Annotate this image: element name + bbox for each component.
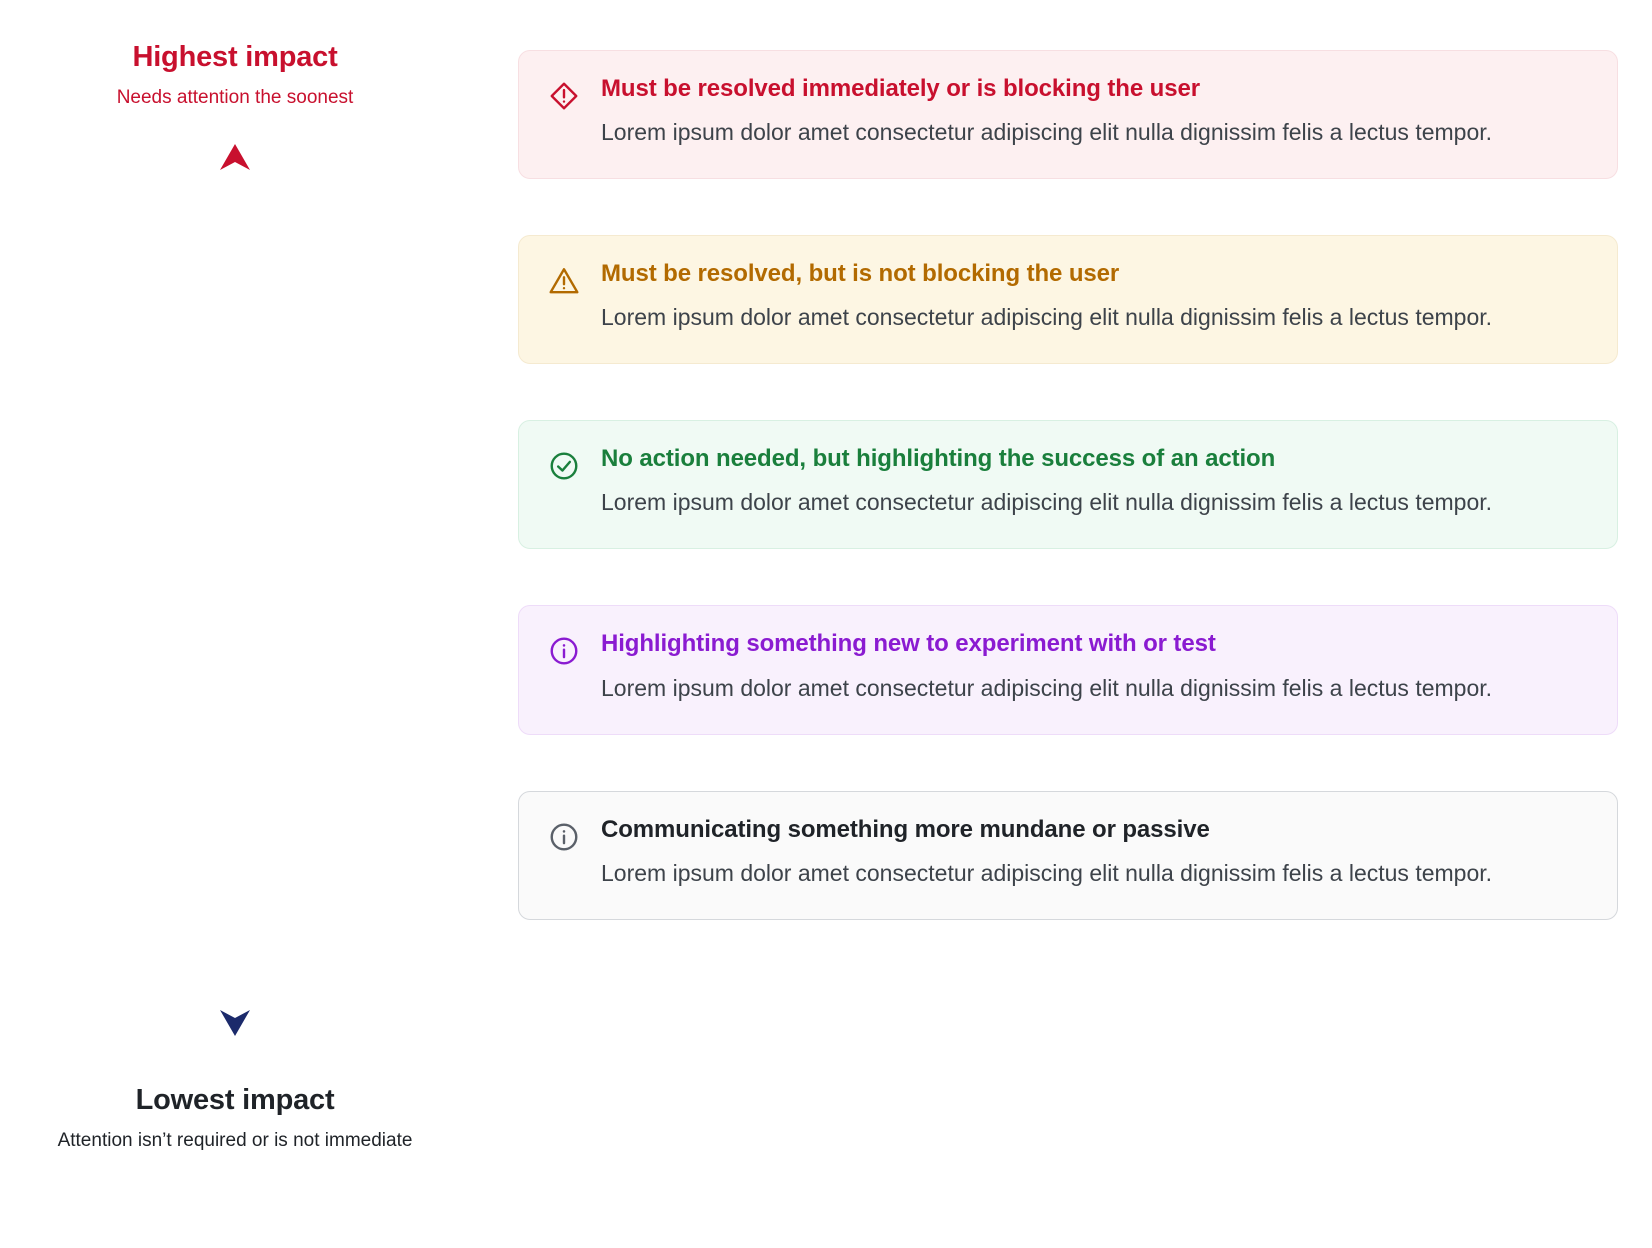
- lowest-impact-group: [0, 1083, 470, 1152]
- alert-card-title: No action needed, but highlighting the success of an action: [601, 445, 1276, 473]
- alert-card-title: Must be resolved, but is not blocking the user: [601, 260, 1120, 288]
- check-circle-icon: [547, 449, 581, 483]
- alert-card-title: Communicating something more mundane or passive: [601, 815, 1210, 843]
- alert-card-title: Must be resolved immediately or is blocking the user: [601, 75, 1200, 102]
- highest-impact-subtitle: Needs attention the soonest: [116, 86, 354, 108]
- alert-card-title: Highlighting something new to experiment with or test: [601, 630, 1216, 658]
- alert-card-body: [601, 628, 1589, 707]
- lowest-impact-title: Lowest impact: [135, 1084, 335, 1117]
- info-circle-icon: [547, 820, 581, 854]
- alert-card-description: Lorem ipsum dolor amet consectetur adipiscing elit nulla dignissim felis a lectus tempor.: [601, 674, 1493, 701]
- alert-triangle-icon: [547, 264, 581, 298]
- alert-card-description: Lorem ipsum dolor amet consectetur adipiscing elit nulla dignissim felis a lectus tempor.: [601, 859, 1493, 886]
- impact-gradient-arrow: [170, 140, 300, 1040]
- highest-impact-group: [0, 40, 470, 109]
- alert-card-success: [518, 420, 1618, 549]
- alert-card-body: [601, 814, 1589, 893]
- alert-card-neutral: [518, 791, 1618, 920]
- alert-card-critical: [518, 50, 1618, 179]
- info-circle-icon: [547, 634, 581, 668]
- alert-card-informational: [518, 605, 1618, 734]
- alert-diamond-icon: [547, 79, 581, 113]
- alert-card-body: [601, 258, 1589, 337]
- highest-impact-title: Highest impact: [132, 41, 338, 73]
- alert-card-body: [601, 443, 1589, 522]
- alert-card-list: [518, 50, 1618, 920]
- alert-card-description: Lorem ipsum dolor amet consectetur adipiscing elit nulla dignissim felis a lectus tempor.: [601, 119, 1493, 146]
- alert-card-warning: [518, 235, 1618, 364]
- alert-card-description: Lorem ipsum dolor amet consectetur adipiscing elit nulla dignissim felis a lectus tempor.: [601, 304, 1493, 331]
- alert-card-body: [601, 73, 1589, 152]
- impact-scale-column: [0, 0, 470, 1248]
- lowest-impact-subtitle: Attention isn’t required or is not immediate: [57, 1130, 413, 1151]
- alert-card-description: Lorem ipsum dolor amet consectetur adipiscing elit nulla dignissim felis a lectus tempor.: [601, 489, 1493, 516]
